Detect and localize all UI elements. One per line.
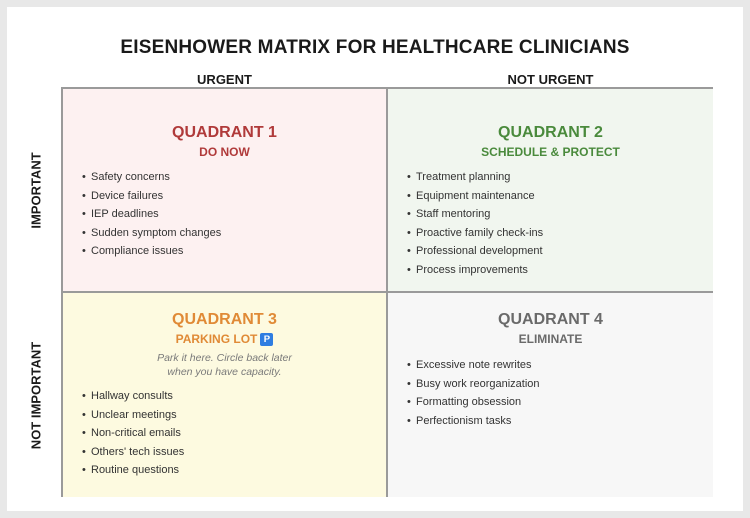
list-item: • Compliance issues (82, 245, 184, 257)
list-item: • Process improvements (407, 263, 528, 276)
column-label-not-urgent: NOT URGENT (507, 72, 594, 87)
list-item: • Equipment maintenance (407, 189, 535, 202)
list-item: • Busy work reorganization (407, 377, 540, 390)
quadrant-2-title: QUADRANT 2 (498, 124, 603, 141)
quadrant-3-note: Park it here. Circle back later when you have capacity. (157, 352, 292, 378)
list-item: • Formatting obsession (407, 396, 522, 408)
list-item: • Safety concerns (82, 171, 170, 183)
eisenhower-grid (61, 87, 713, 497)
parking-icon: P (260, 333, 273, 346)
quadrant-1-title: QUADRANT 1 (172, 124, 277, 141)
list-item: • IEP deadlines (82, 208, 159, 220)
row-label-not-important: NOT IMPORTANT (28, 341, 44, 450)
page-title: EISENHOWER MATRIX FOR HEALTHCARE CLINICIANS (120, 37, 630, 58)
list-item: • Proactive family check-ins (407, 226, 544, 239)
quadrant-1 (63, 89, 388, 293)
list-item: • Professional development (407, 245, 543, 257)
row-label-important: IMPORTANT (28, 152, 44, 229)
list-item: • Perfectionism tasks (407, 414, 512, 427)
quadrant-3 (63, 293, 388, 497)
quadrant-4 (388, 293, 713, 497)
list-item: • Hallway consults (82, 390, 173, 402)
list-item: • Staff mentoring (407, 208, 491, 220)
matrix-card (7, 7, 743, 511)
quadrant-3-subtitle: PARKING LOT P (79, 332, 370, 346)
quadrant-4-title: QUADRANT 4 (498, 311, 603, 328)
list-item: • Sudden symptom changes (82, 226, 222, 239)
list-item: • Others' tech issues (82, 445, 185, 458)
list-item: • Excessive note rewrites (407, 359, 532, 371)
list-item: • Non-critical emails (82, 427, 181, 439)
quadrant-4-subtitle: ELIMINATE (518, 332, 583, 346)
list-item: • Unclear meetings (82, 408, 177, 421)
list-item: • Routine questions (82, 464, 180, 476)
quadrant-2-list (404, 168, 697, 279)
list-item: • Treatment planning (407, 171, 511, 183)
quadrant-3-list (79, 387, 370, 480)
quadrant-4-list (404, 356, 697, 430)
quadrant-1-list (79, 168, 370, 261)
column-label-urgent: URGENT (197, 72, 252, 87)
quadrant-2 (388, 89, 713, 293)
quadrant-1-subtitle: DO NOW (199, 145, 250, 159)
quadrant-3-title: QUADRANT 3 (172, 311, 277, 328)
list-item: • Device failures (82, 189, 164, 202)
quadrant-2-subtitle: SCHEDULE & PROTECT (481, 145, 620, 159)
